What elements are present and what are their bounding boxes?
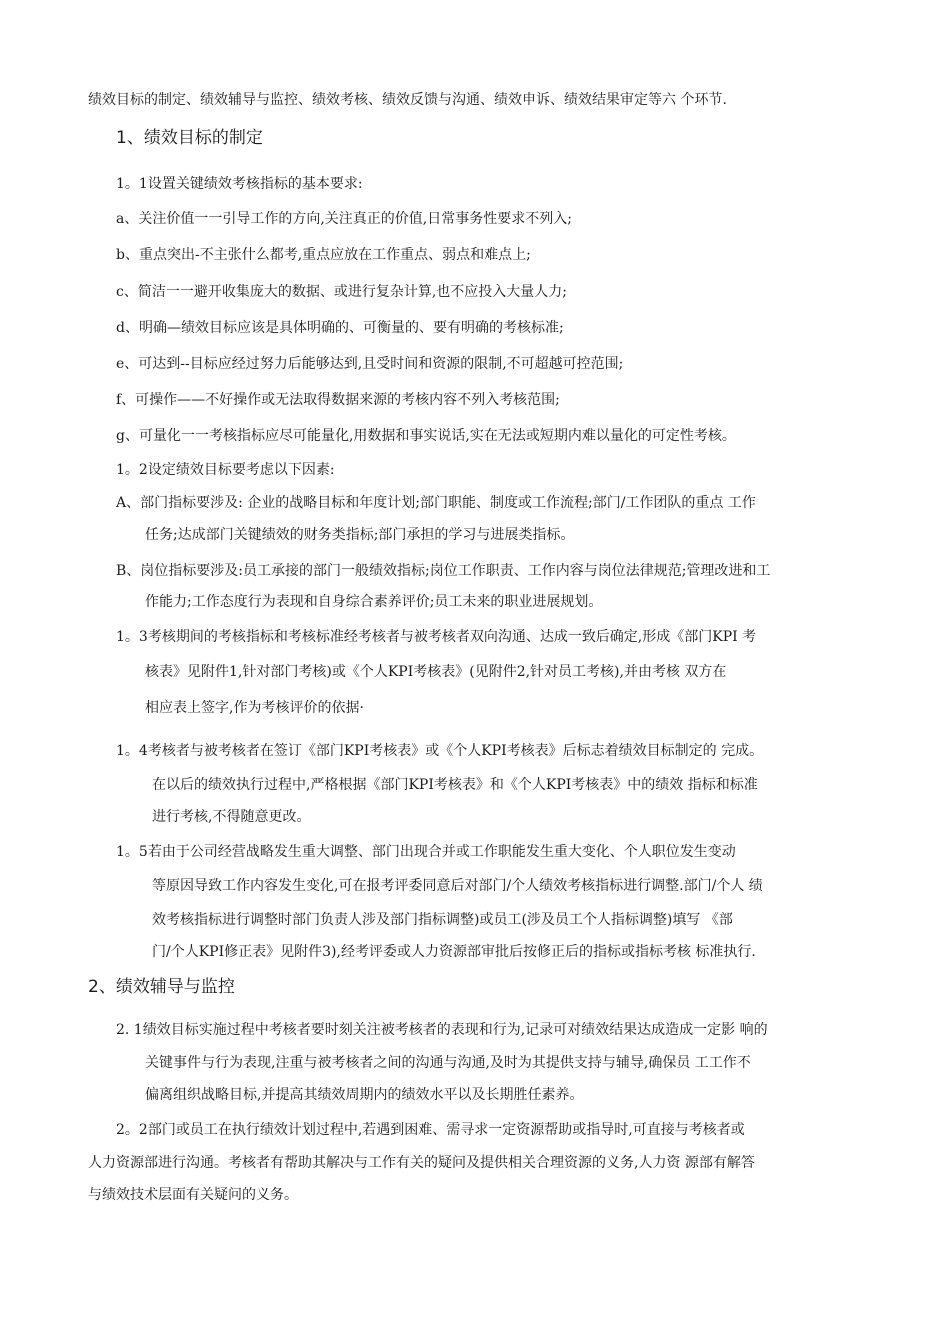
clause-1-5-line-1: 1。5若由于公司经营战略发生重大调整、部门出现合并或工作职能发生重大变化、个人职位发生变动	[116, 844, 736, 860]
factor-A-line-2: 任务;达成部门关键绩效的财务类指标;部门承担的学习与进展类指标。	[145, 527, 575, 543]
factor-A-line-1: A、部门指标要涉及: 企业的战略目标和年度计划;部门职能、制度或工作流程;部门/工作团队的重点 工作	[116, 495, 756, 511]
clause-2-1-line-2: 关键事件与行为表现,注重与被考核者之间的沟通与沟通,及时为其提供支持与辅导,确保员 工工作不	[145, 1055, 751, 1071]
clause-1-3-line-2: 核表》见附件1,针对部门考核)或《个人KPI考核表》(见附件2,针对员工考核),并由考核 双方在	[145, 664, 727, 680]
clause-1-3-line-1: 1。3考核期间的考核指标和考核标准经考核者与被考核者双向沟通、达成一致后确定,形成《部门KPI 考	[116, 629, 757, 645]
factor-B-line-2: 作能力;工作态度行为表现和自身综合素养评价;员工未来的职业进展规划。	[145, 594, 603, 610]
clause-1-1: 1。1设置关键绩效考核指标的基本要求:	[116, 176, 363, 192]
requirement-b: b、重点突出-不主张什么都考,重点应放在工作重点、弱点和难点上;	[116, 247, 531, 263]
clause-1-3-line-3: 相应表上签字,作为考核评价的依据·	[145, 700, 364, 716]
clause-1-4-line-3: 进行考核,不得随意更改。	[152, 809, 311, 825]
factor-B-line-1: B、岗位指标要涉及:员工承接的部门一般绩效指标;岗位工作职责、工作内容与岗位法律规范;管理改进和工	[116, 563, 771, 579]
clause-2-2-line-2: 人力资源部进行沟通。考核者有帮助其解决与工作有关的疑问及提供相关合理资源的义务,人力资 源部有解答	[88, 1155, 755, 1171]
requirement-f: f、可操作——不好操作或无法取得数据来源的考核内容不列入考核范围;	[116, 392, 560, 408]
section-1-heading: 1、绩效目标的制定	[116, 128, 263, 148]
section-2-heading: 2、绩效辅导与监控	[88, 977, 235, 997]
requirement-e: e、可达到--目标应经过努力后能够达到,且受时间和资源的限制,不可超越可控范围;	[116, 356, 624, 372]
clause-2-1-line-3: 偏离组织战略目标,并提高其绩效周期内的绩效水平以及长期胜任素养。	[145, 1087, 584, 1103]
requirement-d: d、明确—绩效目标应该是具体明确的、可衡量的、要有明确的考核标准;	[116, 320, 564, 336]
clause-2-2-line-1: 2。2部门或员工在执行绩效计划过程中,若遇到困难、需寻求一定资源帮助或指导时,可直接与考核者或	[116, 1122, 745, 1138]
clause-1-2: 1。2设定绩效目标要考虑以下因素:	[116, 462, 335, 478]
clause-1-5-line-2: 等原因导致工作内容发生变化,可在报考评委同意后对部门/个人绩效考核指标进行调整.部门/个人 绩	[152, 878, 763, 894]
clause-1-5-line-4: 门/个人KPI修正表》见附件3),经考评委或人力资源部审批后按修正后的指标或指标考核 标准执行.	[152, 944, 756, 960]
requirement-a: a、关注价值一一引导工作的方向,关注真正的价值,日常事务性要求不列入;	[116, 211, 572, 227]
clause-2-2-line-3: 与绩效技术层面有关疑问的义务。	[88, 1187, 298, 1203]
requirement-g: g、可量化一一考核指标应尽可能量化,用数据和事实说话,实在无法或短期内难以量化的可定性考核。	[116, 428, 736, 444]
requirement-c: c、简洁一一避开收集庞大的数据、或进行复杂计算,也不应投入大量人力;	[116, 284, 568, 300]
intro-text: 绩效目标的制定、绩效辅导与监控、绩效考核、绩效反馈与沟通、绩效申诉、绩效结果审定等六 个环节.	[88, 92, 727, 108]
clause-1-4-line-1: 1。4考核者与被考核者在签订《部门KPI考核表》或《个人KPI考核表》后标志着绩效目标制定的 完成。	[116, 743, 764, 759]
clause-1-5-line-3: 效考核指标进行调整时部门负责人涉及部门指标调整)或员工(涉及员工个人指标调整)填写 《部	[152, 912, 733, 928]
clause-1-4-line-2: 在以后的绩效执行过程中,严格根据《部门KPI考核表》和《个人KPI考核表》中的绩效 指标和标准	[152, 777, 758, 793]
clause-2-1-line-1: 2. 1绩效目标实施过程中考核者要时刻关注被考核者的表现和行为,记录可对绩效结果达成造成一定影 响的	[116, 1022, 768, 1038]
